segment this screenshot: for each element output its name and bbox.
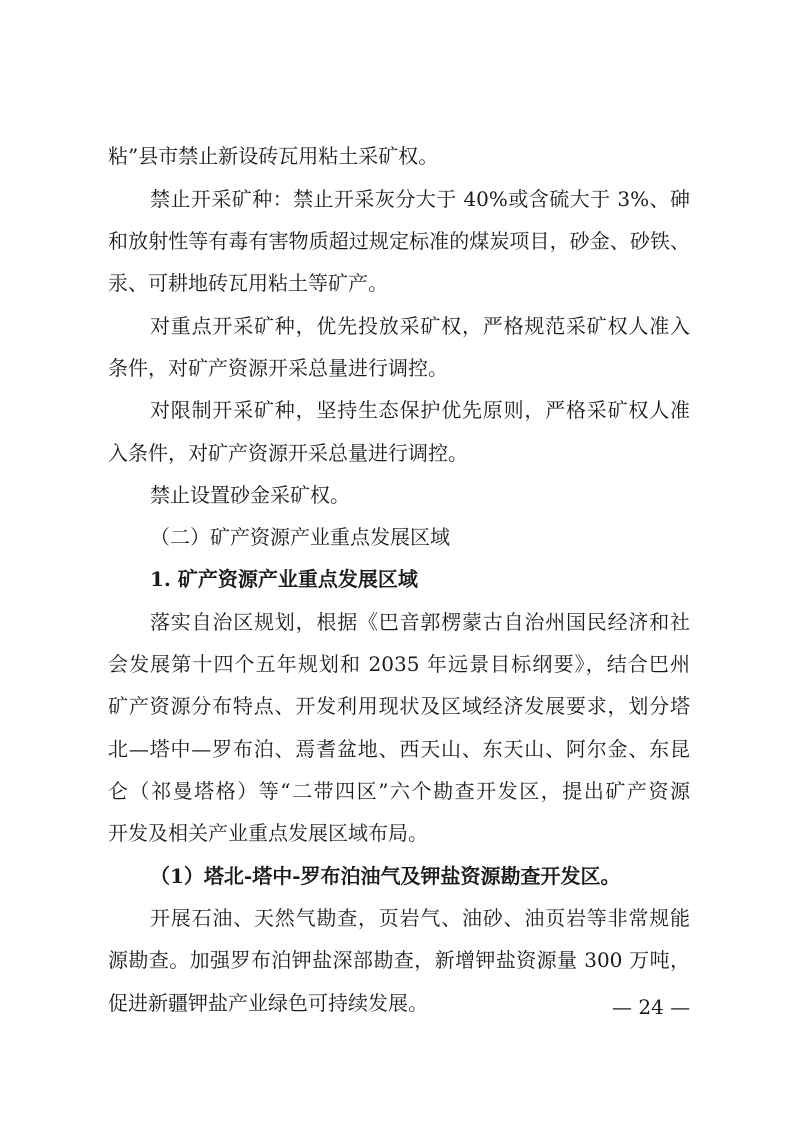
item-heading: （1）塔北-塔中-罗布泊油气及钾盐资源勘查开发区。 bbox=[150, 864, 621, 888]
paragraph-line: 落实自治区规划，根据《巴音郭楞蒙古自治州国民经济和社 bbox=[150, 610, 690, 634]
section-heading: （二）矿产资源产业重点发展区域 bbox=[150, 525, 450, 549]
paragraph-line: 北—塔中—罗布泊、焉耆盆地、西天山、东天山、阿尔金、东昆 bbox=[108, 737, 690, 761]
paragraph-line: 源勘查。加强罗布泊钾盐深部勘查，新增钾盐资源量 300 万吨， bbox=[108, 948, 690, 972]
page-number: — 24 — bbox=[612, 995, 691, 1019]
subsection-heading: 1. 矿产资源产业重点发展区域 bbox=[150, 567, 418, 591]
paragraph-line: 汞、可耕地砖瓦用粘土等矿产。 bbox=[108, 271, 388, 295]
paragraph-line: 禁止开采矿种：禁止开采灰分大于 40%或含硫大于 3%、砷 bbox=[150, 187, 690, 211]
paragraph-line: 促进新疆钾盐产业绿色可持续发展。 bbox=[108, 991, 428, 1015]
paragraph-line: 入条件，对矿产资源开采总量进行调控。 bbox=[108, 441, 468, 465]
paragraph-line: 条件，对矿产资源开采总量进行调控。 bbox=[108, 356, 448, 380]
paragraph-line: 对限制开采矿种，坚持生态保护优先原则，严格采矿权人准 bbox=[150, 398, 690, 422]
paragraph-line: 仑（祁曼塔格）等“二带四区”六个勘查开发区，提出矿产资源 bbox=[108, 779, 690, 803]
paragraph-line: 禁止设置砂金采矿权。 bbox=[150, 483, 350, 507]
paragraph-line: 矿产资源分布特点、开发利用现状及区域经济发展要求，划分塔 bbox=[108, 694, 690, 718]
paragraph-line: 对重点开采矿种，优先投放采矿权，严格规范采矿权人准入 bbox=[150, 314, 690, 338]
paragraph-line: 开发及相关产业重点发展区域布局。 bbox=[108, 821, 428, 845]
paragraph-line: 开展石油、天然气勘查，页岩气、油砂、油页岩等非常规能 bbox=[150, 906, 690, 930]
paragraph-line: 粘”县市禁止新设砖瓦用粘土采矿权。 bbox=[108, 144, 439, 168]
paragraph-line: 和放射性等有毒有害物质超过规定标准的煤炭项目，砂金、砂铁、 bbox=[108, 229, 690, 253]
paragraph-line: 会发展第十四个五年规划和 2035 年远景目标纲要》，结合巴州 bbox=[108, 652, 690, 676]
